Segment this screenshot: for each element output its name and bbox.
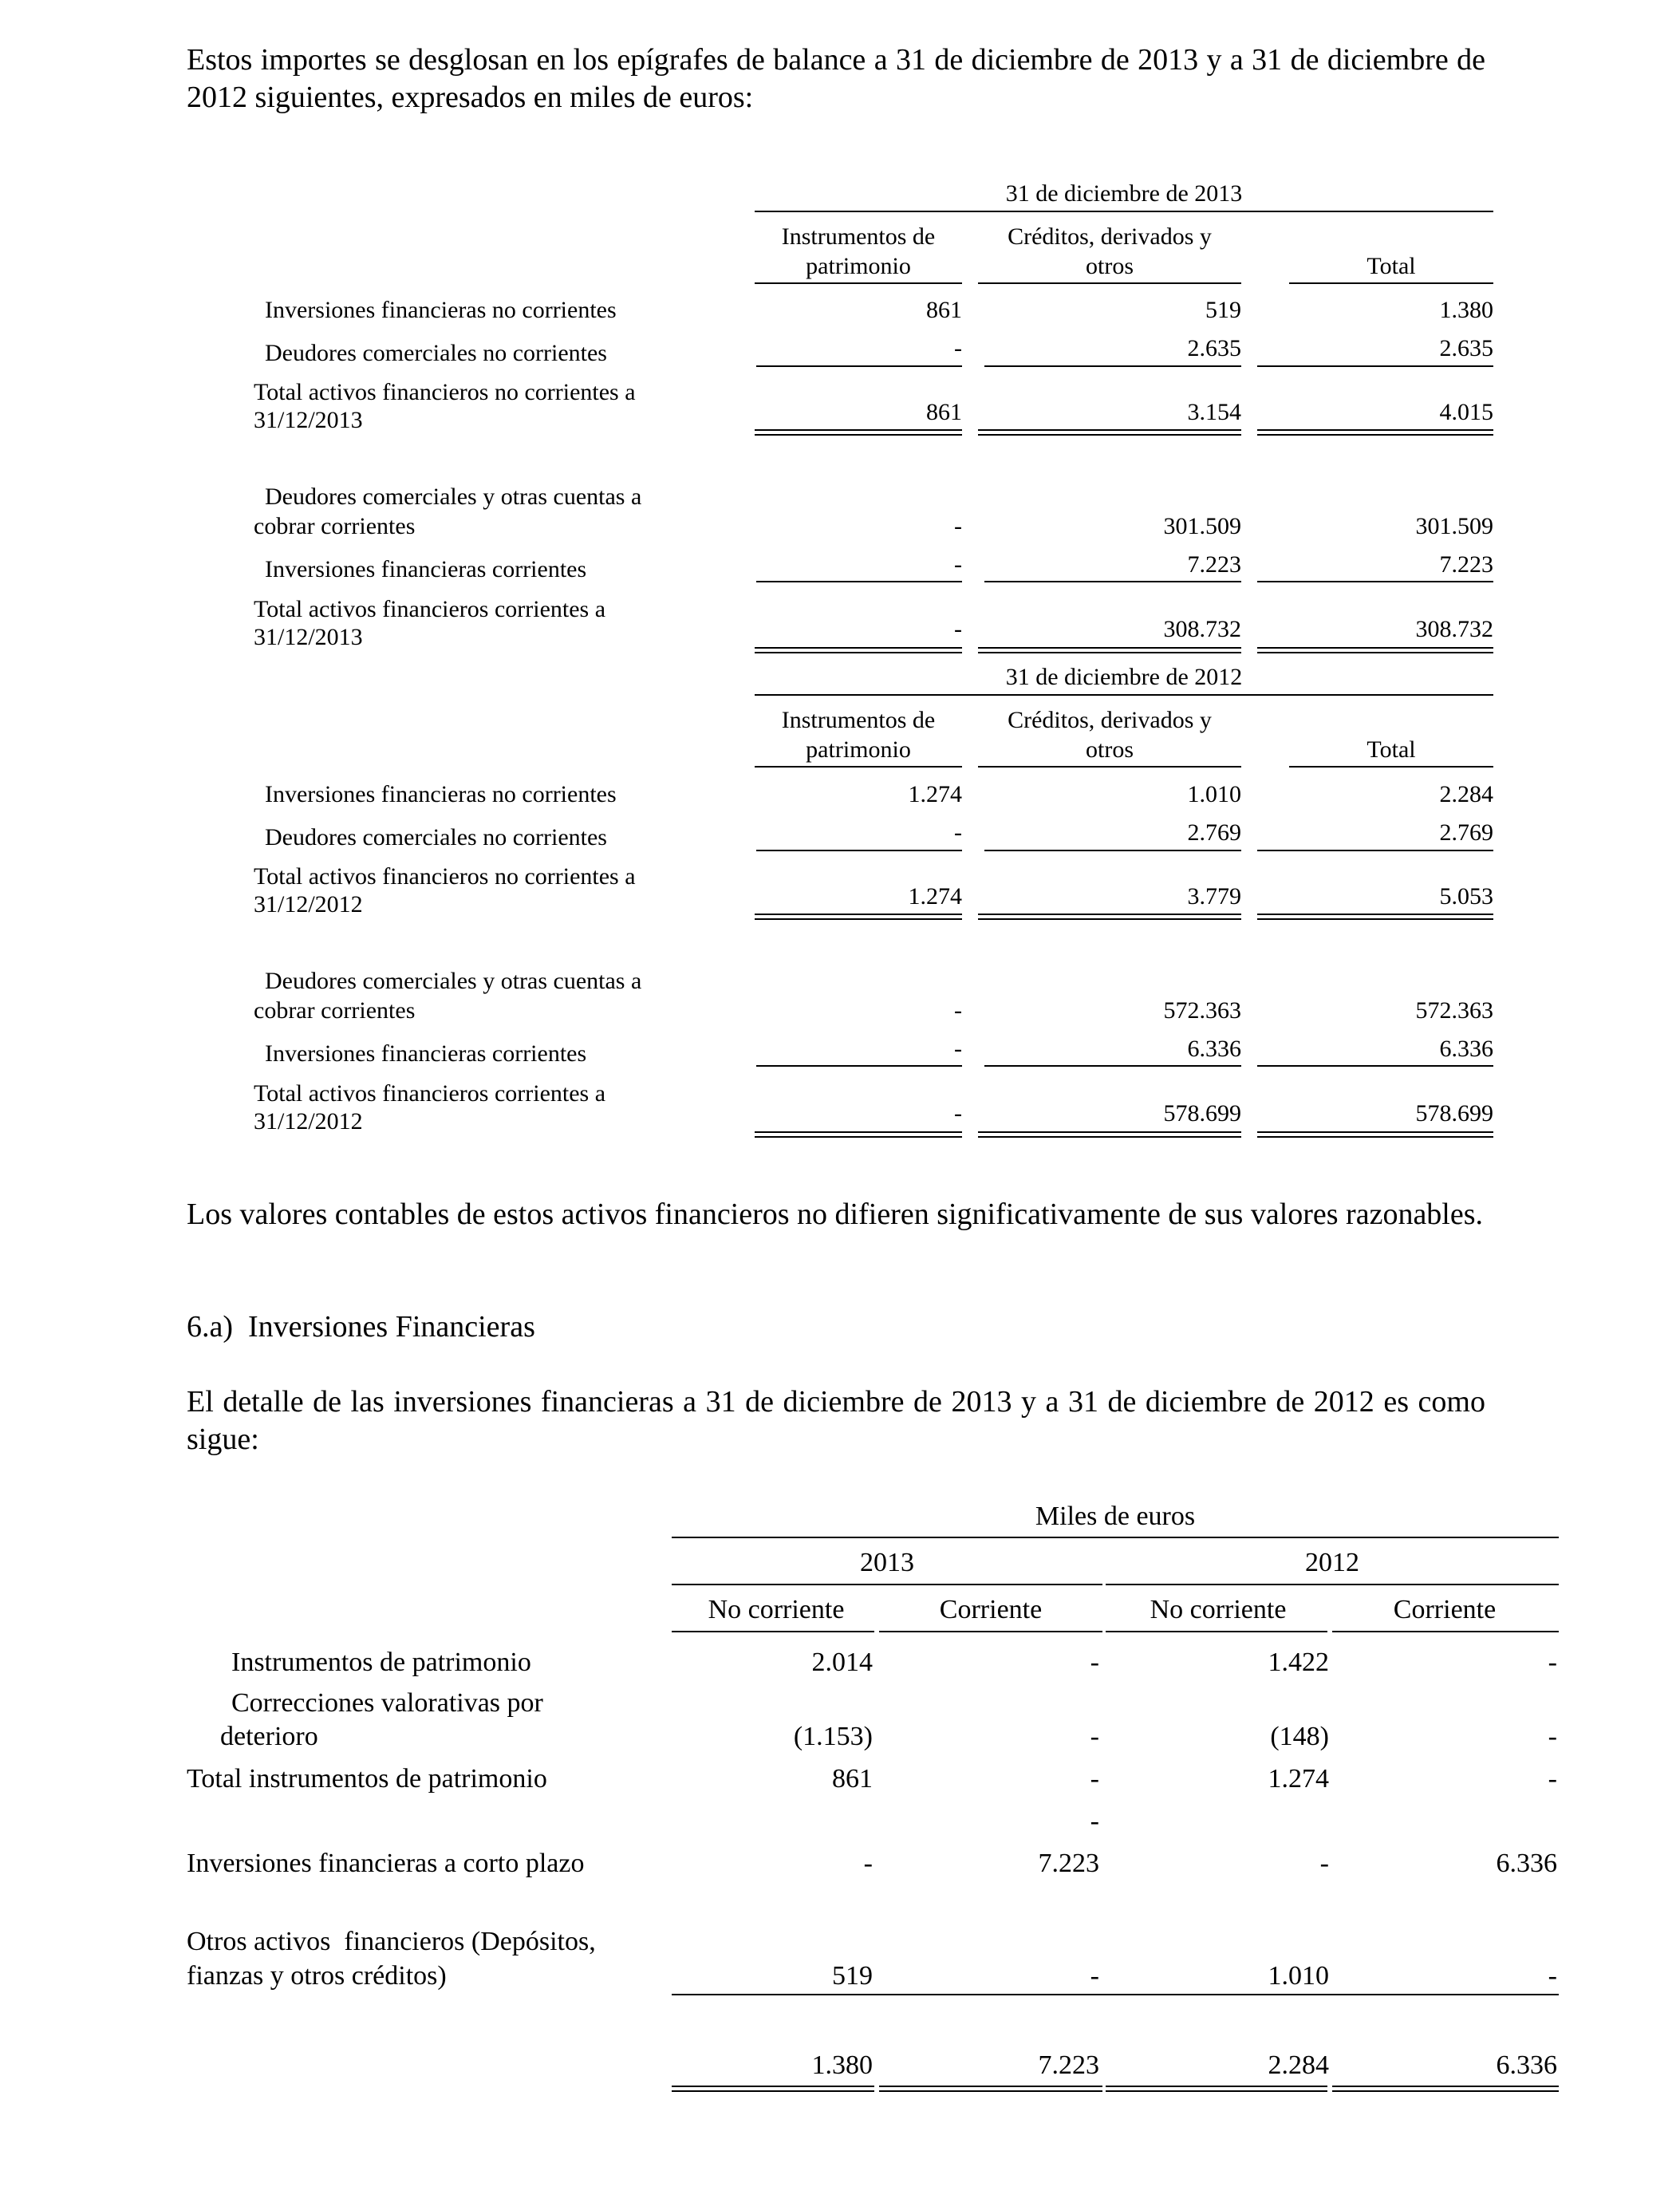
cell-total: 2.769 — [1439, 819, 1493, 846]
subtotal-rule — [756, 1065, 962, 1067]
cell-c-2012: 6.336 — [1496, 1849, 1557, 1878]
header-rule — [978, 766, 1241, 768]
period-header-2012: 31 de diciembre de 2012 — [1005, 664, 1243, 690]
total-double-rule — [1257, 1131, 1493, 1138]
row-label: Deudores comerciales y otras cuentas a — [265, 483, 642, 510]
row-label: Total activos financieros corrientes a — [254, 1080, 606, 1107]
col-header-current-2012: Corriente — [1393, 1595, 1497, 1624]
cell-c-2012: - — [1548, 1722, 1557, 1751]
row-label: Deudores comerciales no corrientes — [265, 340, 607, 366]
row-label: Otros activos financieros (Depósitos, — [187, 1927, 596, 1956]
row-label-cont: cobrar corrientes — [254, 997, 416, 1024]
col-header-equity-line1: Instrumentos de — [781, 707, 936, 733]
total-double-rule — [978, 914, 1241, 920]
total-double-rule — [755, 647, 962, 653]
cell-total: 4.015 — [1439, 399, 1493, 425]
header-rule — [755, 766, 962, 768]
row-label-cont: 31/12/2012 — [254, 891, 363, 918]
row-label: Inversiones financieras no corrientes — [265, 297, 617, 323]
intro-paragraph: Estos importes se desglosan en los epígrafes de balance a 31 de diciembre de 2013 y a 31 de diciembre de 2012 siguientes, expresados en miles de euros: — [187, 43, 1485, 114]
row-label: Total instrumentos de patrimonio — [187, 1764, 547, 1794]
total-c-2012: 6.336 — [1496, 2050, 1557, 2080]
row-label: Inversiones financieras corrientes — [265, 556, 587, 582]
col-header-total: Total — [1366, 253, 1416, 279]
col-header-equity-line2: patrimonio — [806, 253, 911, 279]
col-header-credits-line1: Créditos, derivados y — [1008, 707, 1212, 733]
col-header-credits-line2: otros — [1086, 736, 1134, 763]
cell-total: 572.363 — [1415, 997, 1493, 1024]
total-double-rule — [1257, 914, 1493, 920]
total-double-rule — [1106, 2086, 1327, 2092]
cell-total: 1.380 — [1439, 297, 1493, 323]
section-heading: 6.a) Inversiones Financieras — [187, 1310, 535, 1344]
col-rule — [879, 1631, 1102, 1632]
row-label: Total activos financieros no corrientes a — [254, 863, 636, 890]
cell-equity: 1.274 — [908, 883, 962, 910]
row-label-cont: 31/12/2013 — [254, 407, 363, 433]
cell-equity: - — [954, 1100, 962, 1127]
row-label: Correcciones valorativas por — [231, 1688, 543, 1718]
cell-credits: 3.154 — [1187, 399, 1241, 425]
header-rule — [1289, 282, 1493, 284]
total-nc-2013: 1.380 — [811, 2050, 873, 2080]
total-double-rule — [1332, 2086, 1559, 2092]
cell-total: 2.635 — [1439, 335, 1493, 361]
cell-nc-2012: 1.010 — [1268, 1961, 1329, 1991]
cell-total: 2.284 — [1439, 781, 1493, 807]
cell-nc-2012: 1.422 — [1268, 1648, 1329, 1677]
subtotal-rule — [756, 365, 962, 367]
year-header-2013: 2013 — [860, 1548, 914, 1577]
cell-total: 5.053 — [1439, 883, 1493, 910]
cell-credits: 2.769 — [1187, 819, 1241, 846]
col-header-equity-line2: patrimonio — [806, 736, 911, 763]
subtotal-rule — [984, 850, 1241, 851]
header-rule — [978, 282, 1241, 284]
cell-c-2012: - — [1548, 1961, 1557, 1991]
cell-equity: - — [954, 819, 962, 846]
stray-dash: - — [1090, 1806, 1099, 1836]
row-label-cont: fianzas y otros créditos) — [187, 1961, 447, 1991]
cell-equity: - — [954, 551, 962, 578]
row-label-cont: deterioro — [220, 1722, 318, 1751]
cell-equity: - — [954, 997, 962, 1024]
cell-c-2013: - — [1090, 1648, 1099, 1677]
total-double-rule — [978, 1131, 1241, 1138]
fair-value-paragraph: Los valores contables de estos activos financieros no difieren significativamente de sus valores razonables. — [187, 1198, 1484, 1231]
cell-total: 308.732 — [1415, 616, 1493, 642]
col-header-total: Total — [1366, 736, 1416, 763]
cell-credits: 7.223 — [1187, 551, 1241, 578]
year-rule — [1106, 1584, 1559, 1585]
col-rule — [672, 1631, 874, 1632]
row-label: Inversiones financieras a corto plazo — [187, 1849, 585, 1878]
col-rule — [1106, 1631, 1327, 1632]
row-label: Total activos financieros corrientes a — [254, 596, 606, 622]
subtotal-rule — [984, 581, 1241, 582]
cell-c-2013: - — [1090, 1961, 1099, 1991]
period-rule — [755, 211, 1493, 212]
subtotal-rule — [1257, 850, 1493, 851]
col-header-non-current-2013: No corriente — [708, 1595, 845, 1624]
total-double-rule — [755, 1131, 962, 1138]
subtotal-rule — [1257, 581, 1493, 582]
cell-equity: 861 — [926, 297, 962, 323]
total-double-rule — [755, 429, 962, 436]
unit-header: Miles de euros — [1035, 1502, 1196, 1531]
col-header-current-2013: Corriente — [939, 1595, 1043, 1624]
cell-nc-2013: - — [863, 1849, 873, 1878]
cell-nc-2013: 519 — [832, 1961, 873, 1991]
total-double-rule — [755, 914, 962, 920]
cell-credits: 3.779 — [1187, 883, 1241, 910]
cell-equity: 861 — [926, 399, 962, 425]
year-header-2012: 2012 — [1305, 1548, 1359, 1577]
row-label: Inversiones financieras corrientes — [265, 1040, 587, 1067]
period-header-2013: 31 de diciembre de 2013 — [1005, 180, 1243, 207]
row-label-cont: 31/12/2012 — [254, 1108, 363, 1135]
total-double-rule — [978, 647, 1241, 653]
cell-nc-2013: 2.014 — [811, 1648, 873, 1677]
cell-equity: - — [954, 513, 962, 539]
subtotal-rule — [756, 850, 962, 851]
detail-paragraph: El detalle de las inversiones financieras a 31 de diciembre de 2013 y a 31 de diciembre de 2012 es como sigue: — [187, 1385, 1485, 1456]
subtotal-rule — [984, 1065, 1241, 1067]
row-label: Deudores comerciales y otras cuentas a — [265, 968, 642, 994]
cell-c-2012: - — [1548, 1764, 1557, 1794]
subtotal-rule — [1257, 1065, 1493, 1067]
total-double-rule — [1257, 429, 1493, 436]
cell-c-2013: - — [1090, 1764, 1099, 1794]
header-rule — [1289, 766, 1493, 768]
cell-c-2013: 7.223 — [1038, 1849, 1099, 1878]
cell-nc-2012: 1.274 — [1268, 1764, 1329, 1794]
cell-credits: 578.699 — [1163, 1100, 1241, 1127]
total-c-2013: 7.223 — [1038, 2050, 1099, 2080]
cell-credits: 6.336 — [1187, 1036, 1241, 1062]
subtotal-rule — [1257, 365, 1493, 367]
row-label: Deudores comerciales no corrientes — [265, 824, 607, 850]
col-header-non-current-2012: No corriente — [1150, 1595, 1287, 1624]
cell-credits: 1.010 — [1187, 781, 1241, 807]
cell-c-2012: - — [1548, 1648, 1557, 1677]
year-rule — [672, 1584, 1102, 1585]
period-rule — [755, 694, 1493, 696]
cell-equity: - — [954, 335, 962, 361]
cell-equity: - — [954, 1036, 962, 1062]
cell-credits: 308.732 — [1163, 616, 1241, 642]
col-header-credits-line2: otros — [1086, 253, 1134, 279]
cell-total: 6.336 — [1439, 1036, 1493, 1062]
cell-credits: 519 — [1205, 297, 1241, 323]
unit-rule — [672, 1537, 1559, 1538]
row-label: Total activos financieros no corrientes a — [254, 379, 636, 405]
cell-nc-2012: (148) — [1270, 1722, 1329, 1751]
cell-nc-2013: (1.153) — [793, 1722, 873, 1751]
cell-credits: 2.635 — [1187, 335, 1241, 361]
row-label-cont: cobrar corrientes — [254, 513, 416, 539]
row-label-cont: 31/12/2013 — [254, 624, 363, 650]
col-header-equity-line1: Instrumentos de — [781, 223, 936, 250]
cell-total: 578.699 — [1415, 1100, 1493, 1127]
total-double-rule — [978, 429, 1241, 436]
cell-total: 301.509 — [1415, 513, 1493, 539]
cell-nc-2013: 861 — [832, 1764, 873, 1794]
total-double-rule — [1257, 647, 1493, 653]
header-rule — [755, 282, 962, 284]
row-label: Instrumentos de patrimonio — [231, 1648, 531, 1677]
cell-nc-2012: - — [1319, 1849, 1329, 1878]
row-label: Inversiones financieras no corrientes — [265, 781, 617, 807]
cell-equity: 1.274 — [908, 781, 962, 807]
total-double-rule — [879, 2086, 1102, 2092]
cell-c-2013: - — [1090, 1722, 1099, 1751]
cell-equity: - — [954, 616, 962, 642]
total-double-rule — [672, 2086, 874, 2092]
cell-total: 7.223 — [1439, 551, 1493, 578]
cell-credits: 572.363 — [1163, 997, 1241, 1024]
total-nc-2012: 2.284 — [1268, 2050, 1329, 2080]
cell-credits: 301.509 — [1163, 513, 1241, 539]
subtotal-rule — [756, 581, 962, 582]
subtotal-rule — [672, 1994, 1559, 1995]
subtotal-rule — [984, 365, 1241, 367]
col-rule — [1332, 1631, 1559, 1632]
col-header-credits-line1: Créditos, derivados y — [1008, 223, 1212, 250]
